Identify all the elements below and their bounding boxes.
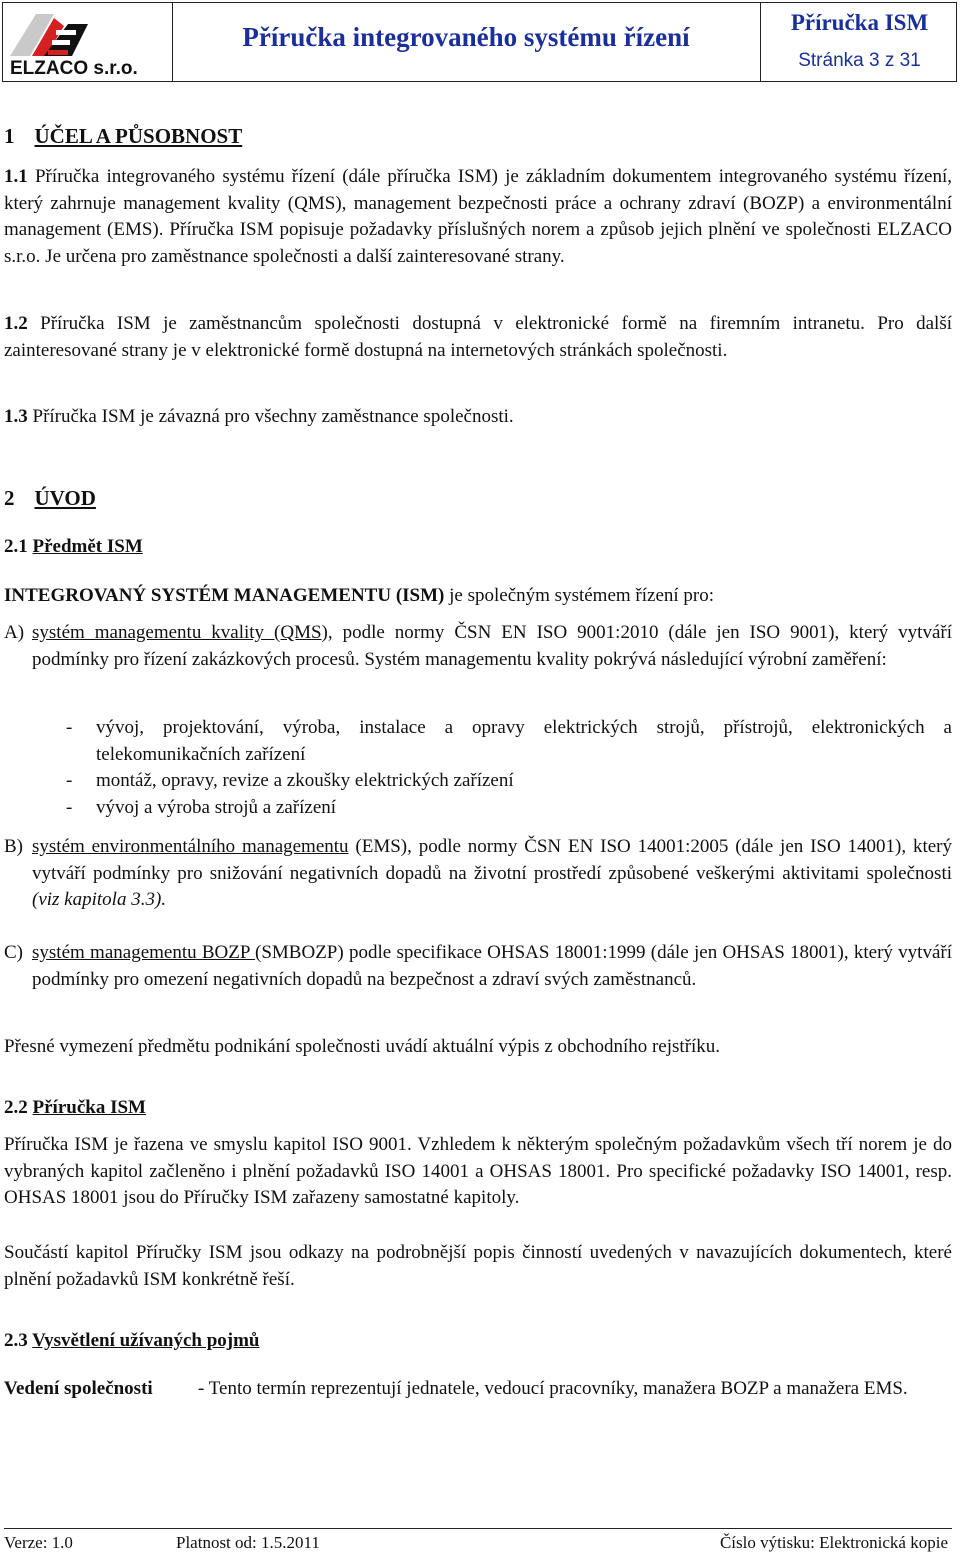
bullet-dash: - [66,796,73,818]
paragraph-1-3 [4,404,952,431]
paragraph-number: 1.1 [4,166,28,187]
subsection-title: Předmět ISM [32,536,143,557]
item-a [4,620,952,673]
subsection-title: Příručka ISM [32,1097,146,1118]
list-item-text: vývoj a výroba strojů a zařízení [96,796,337,818]
section-number: 1 [4,124,15,148]
production-focus-list [66,715,952,821]
bullet-dash: - [66,770,73,791]
item-label: C) [4,942,23,963]
header-divider [760,2,761,82]
section-number: 2 [4,486,15,510]
definition-text: - Tento termín reprezentují jednatele, vedoucí pracovníky, manažera BOZP a manažera EMS. [198,1378,908,1399]
list-item-text: vývoj, projektování, výroba, instalace a opravy elektrických strojů, přístrojů, elektronických a telekomunikačních zařízení [96,717,952,765]
footer-rule [4,1528,952,1529]
paragraph-text: Příručka integrovaného systému řízení (dále příručka ISM) je základním dokumentem integrovaného systému řízení, který zahrnuje management kvality (QMS), management bezpečnosti práce a ochrany zdraví (BOZP) a environmentální management (EMS). Příručka ISM popisuje požadavky příslušných norem a způsob jejich plnění ve společnosti ELZACO s.r.o. Je určena pro zaměstnance společnosti a další zainteresované strany. [4,166,953,267]
list-item-text: montáž, opravy, revize a zkoušky elektrických zařízení [96,770,514,791]
page-footer [4,1533,952,1555]
bullet-dash: - [66,717,73,738]
subsection-number: 2.1 [4,536,28,557]
logo-stripe [52,40,70,45]
section-title: ÚVOD [34,486,96,510]
item-b-text: (EMS), podle normy ČSN EN ISO 14001:2005 (dále jen ISO 14001), který vytváří podmínky pro snižování negativních dopadů na životní prostředí způsobené veškerými aktivitami společnosti [32,836,952,884]
document-name: Příručka ISM [790,10,929,35]
item-a-text: podle normy ČSN EN ISO 9001:2010 (dále jen ISO 9001), který vytváří podmínky pro řízení zakázkových procesů. Systém managementu kvality pokrývá následující výrobní zaměření: [32,622,952,670]
list-item [66,715,952,768]
page-header [0,0,960,84]
section-title: ÚČEL A PŮSOBNOST [34,124,243,148]
item-c [4,940,952,993]
paragraph-text: Příručka ISM je zaměstnancům společnosti dostupná v elektronické formě na firemním intranetu. Pro další zainteresované strany je v elektronické formě dostupná na internetových stránkách společnosti. [4,313,952,361]
scope-paragraph: Přesné vymezení předmětu podnikání společnosti uvádí aktuální výpis z obchodního rejstříku. [4,1036,721,1057]
subsection-heading-2-1 [4,536,143,558]
footer-copy-number: Číslo výtisku: Elektronická kopie [719,1533,948,1552]
footer-version: Verze: 1.0 [4,1533,73,1552]
item-a-title: systém managementu kvality (QMS), [32,622,333,643]
page-indicator: Stránka 3 z 31 [798,50,921,71]
section-heading-2 [4,486,96,511]
paragraph-number: 1.3 [4,406,28,427]
subsection-number: 2.3 [4,1330,28,1351]
subsection-title: Vysvětlení užívaných pojmů [32,1330,260,1351]
paragraph-text: Příručka ISM je závazná pro všechny zaměstnance společnosti. [32,406,514,427]
paragraph-number: 1.2 [4,313,28,334]
subsection-heading-2-2 [4,1097,146,1119]
item-label: B) [4,836,23,857]
paragraph-1-2 [4,311,952,364]
item-c-text: (SMBOZP) podle specifikace OHSAS 18001:1999 (dále jen OHSAS 18001), který vytváří podmínky pro omezení negativních dopadů na bezpečnost a zdraví svých zaměstnanců. [32,942,952,990]
item-b-reference: (viz kapitola 3.3). [32,889,167,910]
list-item [66,768,952,795]
item-b-title: systém environmentálního managementu [32,836,349,857]
ism-intro [4,583,952,610]
paragraph-2-2-a: Příručka ISM je řazena ve smyslu kapitol ISO 9001. Vzhledem k některým společným požadavkům všech tří norem je do vybraných kapitol začleněno i plnění požadavků ISO 14001 a OHSAS 18001. Pro specifické požadavky ISO 14001, resp. OHSAS 18001 jsou do Příručky ISM zařazeny samostatné kapitoly. [4,1134,952,1208]
list-item [66,795,952,822]
paragraph-2-2-b: Součástí kapitol Příručky ISM jsou odkazy na podrobnější popis činností uvedených v navazujících dokumentech, které plnění požadavků ISM konkrétně řeší. [4,1242,952,1290]
ism-intro-bold: INTEGROVANÝ SYSTÉM MANAGEMENTU (ISM) [4,585,445,606]
item-b [4,834,952,914]
document-title: Příručka integrovaného systému řízení [242,22,690,52]
footer-validity: Platnost od: 1.5.2011 [176,1533,320,1552]
item-c-title: systém managementu BOZP [32,942,256,963]
section-heading-1 [4,124,242,149]
subsection-number: 2.2 [4,1097,28,1118]
logo-stripe [48,50,68,55]
item-label: A) [4,622,25,643]
definition-entry [4,1376,952,1403]
definition-term: Vedení společnosti [4,1378,153,1399]
header-divider [172,2,173,82]
paragraph-1-1 [4,164,952,270]
ism-intro-text: je společným systémem řízení pro: [444,585,715,606]
subsection-heading-2-3 [4,1330,260,1352]
logo-text: ELZACO s.r.o. [10,58,138,79]
logo-stripe [56,30,76,35]
